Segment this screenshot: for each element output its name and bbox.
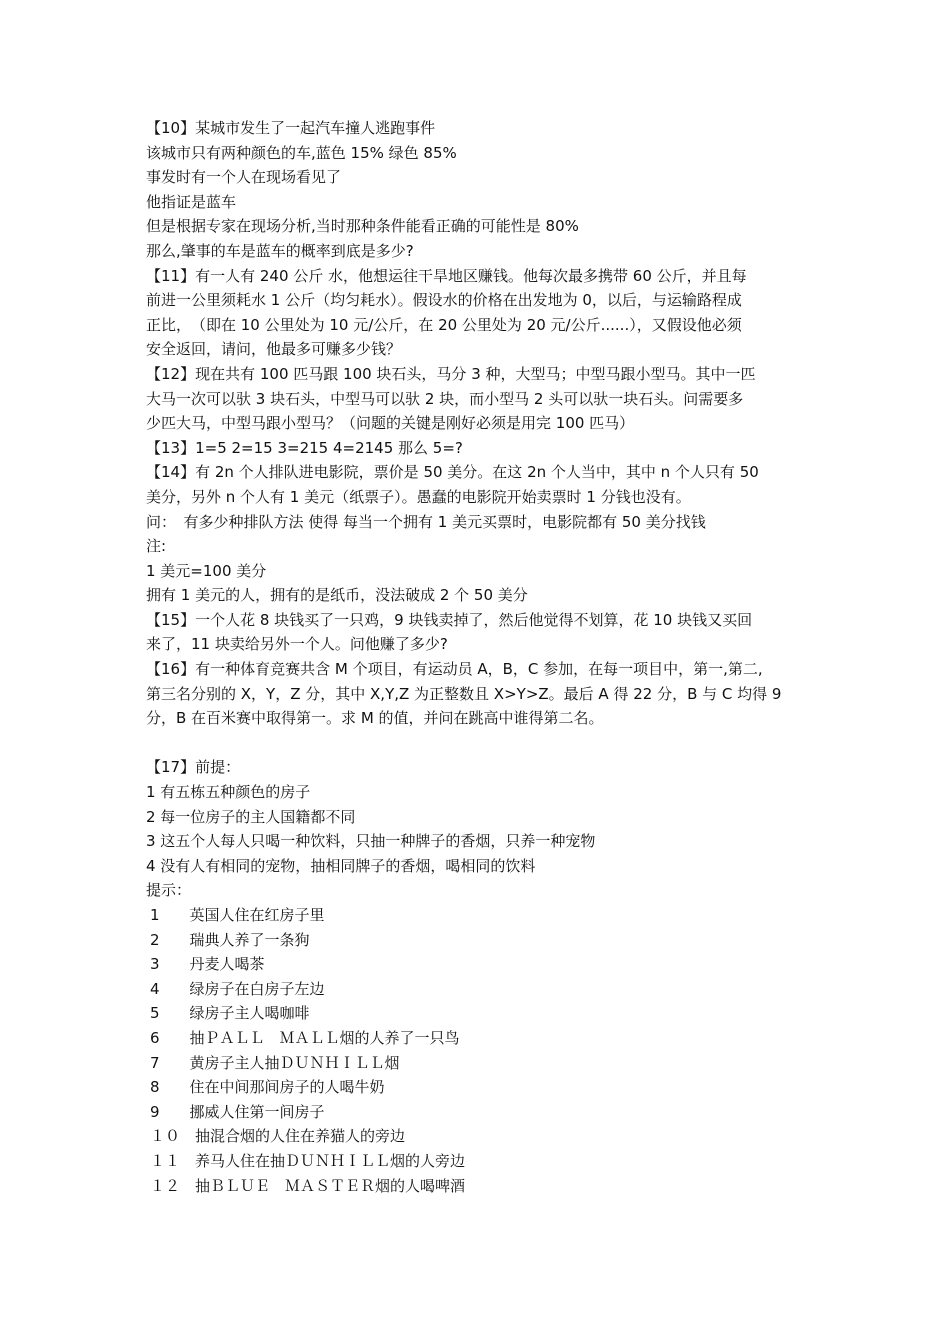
text-line: 事发时有一个人在现场看见了 bbox=[146, 168, 342, 187]
text-line: 【15】一个人花 8 块钱买了一只鸡，9 块钱卖掉了，然后他觉得不划算，花 10 块钱又买回 bbox=[146, 610, 753, 629]
blank-line bbox=[146, 731, 814, 756]
hint-item: １２ 抽ＢＬＵＥ ＭＡＳＴＥＲ烟的人喝啤酒 bbox=[150, 1176, 466, 1195]
hint-item: １０ 抽混合烟的人住在养猫人的旁边 bbox=[150, 1127, 406, 1146]
text-line: 安全返回，请问，他最多可赚多少钱？ bbox=[146, 340, 402, 359]
text-line: 那么,肇事的车是蓝车的概率到底是多少? bbox=[146, 241, 414, 260]
hint-item: １１ 养马人住在抽ＤＵＮＨＩＬＬ烟的人旁边 bbox=[150, 1151, 466, 1170]
puzzle-text-block bbox=[146, 116, 814, 731]
text-line: 美分，另外 n 个人有 1 美元（纸票子）。愚蠢的电影院开始卖票时 1 分钱也没有。 bbox=[146, 487, 691, 506]
text-line: 【12】现在共有 100 匹马跟 100 块石头，马分 3 种，大型马；中型马跟小型马。其中一匹 bbox=[146, 364, 756, 383]
text-line: 拥有 1 美元的人，拥有的是纸币，没法破成 2 个 50 美分 bbox=[146, 586, 528, 605]
hint-item: 1 英国人住在红房子里 bbox=[150, 906, 325, 924]
hint-item: 9 挪威人住第一间房子 bbox=[150, 1102, 325, 1121]
text-line: 大马一次可以驮 3 块石头，中型马可以驮 2 块，而小型马 2 头可以驮一块石头。问需要多 bbox=[146, 389, 744, 408]
hint-item: 3 丹麦人喝茶 bbox=[150, 955, 265, 974]
text-line: 但是根据专家在现场分析,当时那种条件能看正确的可能性是 80% bbox=[146, 217, 579, 236]
hint-item: 5 绿房子主人喝咖啡 bbox=[150, 1004, 310, 1023]
text-line: 【14】有 2n 个人排队进电影院，票价是 50 美分。在这 2n 个人当中，其中 n 个人只有 50 bbox=[146, 463, 759, 482]
hint-list bbox=[146, 903, 814, 1198]
hint-item: 4 绿房子在白房子左边 bbox=[150, 979, 325, 998]
hint-item: 8 住在中间那间房子的人喝牛奶 bbox=[150, 1078, 385, 1097]
text-line: 1 美元=100 美分 bbox=[146, 561, 267, 580]
text-line: 【16】有一种体育竞赛共含 M 个项目，有运动员 A，B，C 参加，在每一项目中，第一,第二, bbox=[146, 660, 763, 679]
hint-item: 7 黄房子主人抽ＤＵＮＨＩＬＬ烟 bbox=[150, 1053, 400, 1072]
hint-item: 6 抽ＰＡＬＬ ＭＡＬＬ烟的人养了一只鸟 bbox=[150, 1028, 460, 1047]
text-line: 注: bbox=[146, 537, 167, 556]
text-line: 第三名分别的 X，Y，Z 分，其中 X,Y,Z 为正整数且 X>Y>Z。最后 A 得 22 分，B 与 C 均得 9 bbox=[146, 684, 782, 703]
text-line: 他指证是蓝车 bbox=[146, 192, 237, 211]
text-line: 2 每一位房子的主人国籍都不同 bbox=[146, 807, 356, 826]
hint-item: 2 瑞典人养了一条狗 bbox=[150, 930, 310, 949]
text-line: 提示： bbox=[146, 881, 192, 900]
text-line: 4 没有人有相同的宠物，抽相同牌子的香烟，喝相同的饮料 bbox=[146, 856, 536, 875]
text-line: 分，B 在百米赛中取得第一。求 M 的值，并问在跳高中谁得第二名。 bbox=[146, 709, 604, 728]
text-line: 来了，11 块卖给另外一个人。问他赚了多少? bbox=[146, 635, 448, 654]
puzzle-17-premises bbox=[146, 755, 814, 903]
text-line: 少匹大马，中型马跟小型马？（问题的关键是刚好必须是用完 100 匹马） bbox=[146, 414, 635, 433]
text-line: 1 有五栋五种颜色的房子 bbox=[146, 783, 311, 802]
text-line: 3 这五个人每人只喝一种饮料，只抽一种牌子的香烟，只养一种宠物 bbox=[146, 832, 596, 851]
text-line: 该城市只有两种颜色的车,蓝色 15% 绿色 85% bbox=[146, 143, 457, 162]
document-page bbox=[146, 116, 814, 1198]
text-line: 问： 有多少种排队方法 使得 每当一个拥有 1 美元买票时，电影院都有 50 美分找钱 bbox=[146, 512, 706, 531]
text-line: 前进一公里须耗水 1 公斤（均匀耗水）。假设水的价格在出发地为 0，以后，与运输路程成 bbox=[146, 291, 742, 310]
text-line: 【13】1=5 2=15 3=215 4=2145 那么 5=? bbox=[146, 438, 463, 457]
text-line: 【11】有一人有 240 公斤 水，他想运往干旱地区赚钱。他每次最多携带 60 公斤，并且每 bbox=[146, 266, 747, 285]
text-line: 【10】某城市发生了一起汽车撞人逃跑事件 bbox=[146, 119, 436, 137]
text-line: 正比， （即在 10 公里处为 10 元/公斤，在 20 公里处为 20 元/公斤......），又假设他必须 bbox=[146, 315, 742, 334]
text-line: 【17】前提： bbox=[146, 758, 241, 777]
